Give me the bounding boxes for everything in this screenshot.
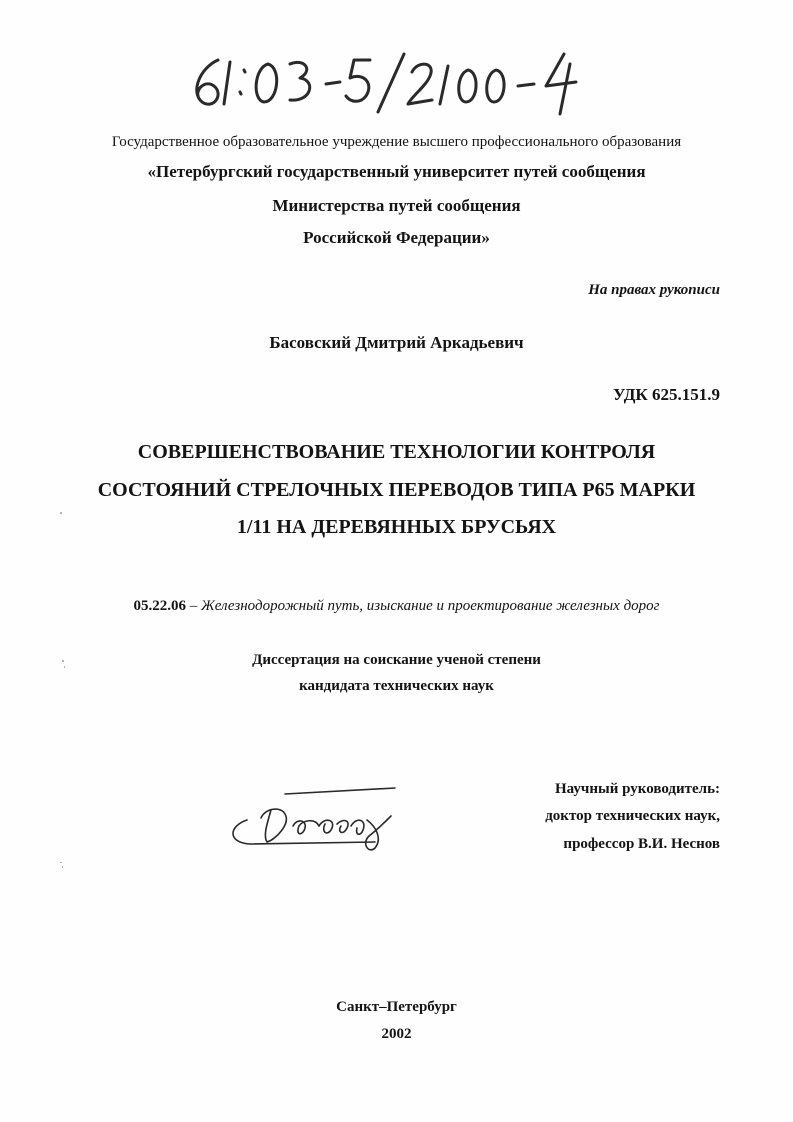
federation-name-line: Российской Федерации» (303, 228, 490, 247)
manuscript-note: На правах рукописи (588, 282, 720, 298)
degree-line-2: кандидата технических наук (299, 678, 494, 694)
dissertation-title-line-3: 1/11 НА ДЕРЕВЯННЫХ БРУСЬЯХ (236, 516, 557, 538)
handwritten-signature (225, 780, 410, 855)
scan-speck (62, 866, 63, 868)
institution-type-line: Государственное образовательное учреждение высшего профессионального образования (111, 134, 682, 150)
degree-line-1: Диссертация на соискание ученой степени (252, 652, 541, 668)
dissertation-title-line-1: СОВЕРШЕНСТВОВАНИЕ ТЕХНОЛОГИИ КОНТРОЛЯ (137, 441, 656, 463)
supervisor-name: профессор В.И. Неснов (563, 836, 720, 852)
supervisor-label: Научный руководитель: (555, 781, 720, 797)
specialty-line (0, 598, 793, 615)
scan-speck (60, 512, 62, 514)
city: Санкт–Петербург (336, 999, 457, 1015)
handwritten-archive-code (180, 40, 600, 120)
specialty-code: 05.22.06 (133, 598, 186, 614)
supervisor-degree: доктор технических наук, (545, 808, 720, 824)
author-name: Басовский Дмитрий Аркадьевич (269, 333, 524, 352)
year: 2002 (381, 1026, 412, 1042)
scan-speck (62, 660, 64, 662)
specialty-name: – Железнодорожный путь, изыскание и проектирование железных дорог (185, 598, 660, 614)
scan-speck (60, 862, 62, 863)
ministry-name-line: Министерства путей сообщения (272, 196, 521, 215)
dissertation-title-line-2: СОСТОЯНИЙ СТРЕЛОЧНЫХ ПЕРЕВОДОВ ТИПА Р65 МАРКИ (97, 479, 696, 501)
university-name-line: «Петербургский государственный университет путей сообщения (147, 162, 646, 181)
udc-code: УДК 625.151.9 (612, 385, 720, 404)
scan-speck (64, 666, 65, 668)
